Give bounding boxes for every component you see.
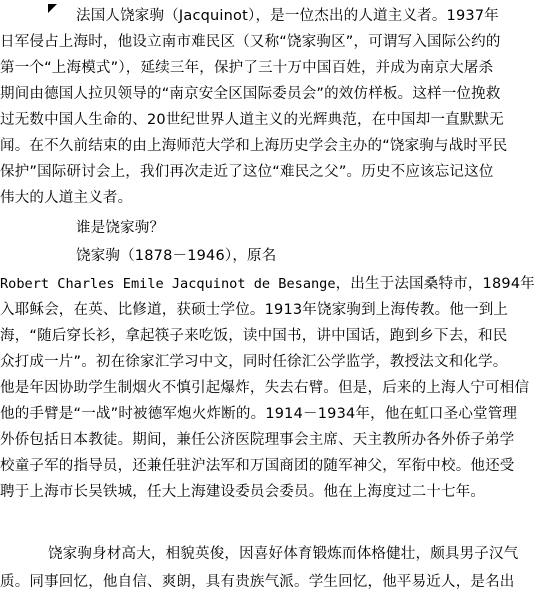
paragraph-1-line-4: 期间由德国人拉贝领导的“南京安全区国际委员会”的效仿样板。这样一位挽救 <box>0 86 501 102</box>
paragraph-1-line-3: 第一个“上海模式”），延续三年，保护了三十万中国百姓，并成为南京大屠杀 <box>0 60 494 76</box>
paragraph-5-line-1: 饶家驹身材高大，相貌英俊，因喜好体育锻炼而体格健壮，颇具男子汉气 <box>48 546 519 562</box>
biography-line-1-rest: ，出生于法国桑特市，1894年 <box>335 276 535 292</box>
latin-full-name: Robert Charles Emile Jacquinot de Besange <box>0 276 336 292</box>
paragraph-1-line-1: 法国人饶家驹（Jacquinot），是一位杰出的人道主义者。1937年 <box>76 8 499 24</box>
biography-line-4: 众打成一片”。初在徐家汇学习中文，同时任徐汇公学监学，教授法文和化学。 <box>0 354 508 370</box>
biography-line-9: 聘于上海市长吴铁城，任大上海建设委员会委员。他在上海度过二十七年。 <box>0 484 486 500</box>
name-line: 饶家驹（1878－1946），原名 <box>76 248 277 264</box>
biography-line-5: 他是年因协助学生制烟火不慎引起爆炸，失去右臂。但是，后来的上海人宁可相信 <box>0 380 530 396</box>
section-heading: 谁是饶家驹？ <box>76 220 165 236</box>
paragraph-1-line-5: 过无数中国人生命的、20世纪世界人道主义的光辉典范，在中国却一直默默无 <box>0 112 504 128</box>
biography-line-6: 他的手臂是“一战”时被德军炮火炸断的。1914－1934年，他在虹口圣心堂管理 <box>0 406 518 422</box>
paragraph-1-line-2: 日军侵占上海时，他设立南市难民区（又称“饶家驹区”，可谓写入国际公约的 <box>0 34 501 50</box>
biography-line-2: 入耶稣会，在英、比修道，获硕士学位。1913年饶家驹到上海传教。他一到上 <box>0 302 509 318</box>
bookmark-marker-icon <box>48 4 57 13</box>
paragraph-1-line-8: 伟大的人道主义者。 <box>0 190 133 206</box>
biography-line-8: 校童子军的指导员，还兼任驻沪法军和万国商团的随军神父，军衔中校。他还受 <box>0 458 515 474</box>
biography-line-3: 海，“随后穿长衫，拿起筷子来吃饭，读中国书，讲中国话，跑到乡下去，和民 <box>0 328 508 344</box>
paragraph-5-line-2: 质。同事回忆，他自信、爽朗，具有贵族气派。学生回忆，他平易近人，是名出 <box>0 574 515 590</box>
paragraph-1-line-6: 闻。在不久前结束的由上海师范大学和上海历史学会主办的“饶家驹与战时平民 <box>0 138 508 154</box>
paragraph-1-line-7: 保护”国际研讨会上，我们再次走近了这位“难民之父”。历史不应该忘记这位 <box>0 164 494 180</box>
biography-line-1 <box>0 274 535 294</box>
biography-line-7: 外侨包括日本教徒。期间，兼任公济医院理事会主席、天主教所办各外侨子弟学 <box>0 432 515 448</box>
